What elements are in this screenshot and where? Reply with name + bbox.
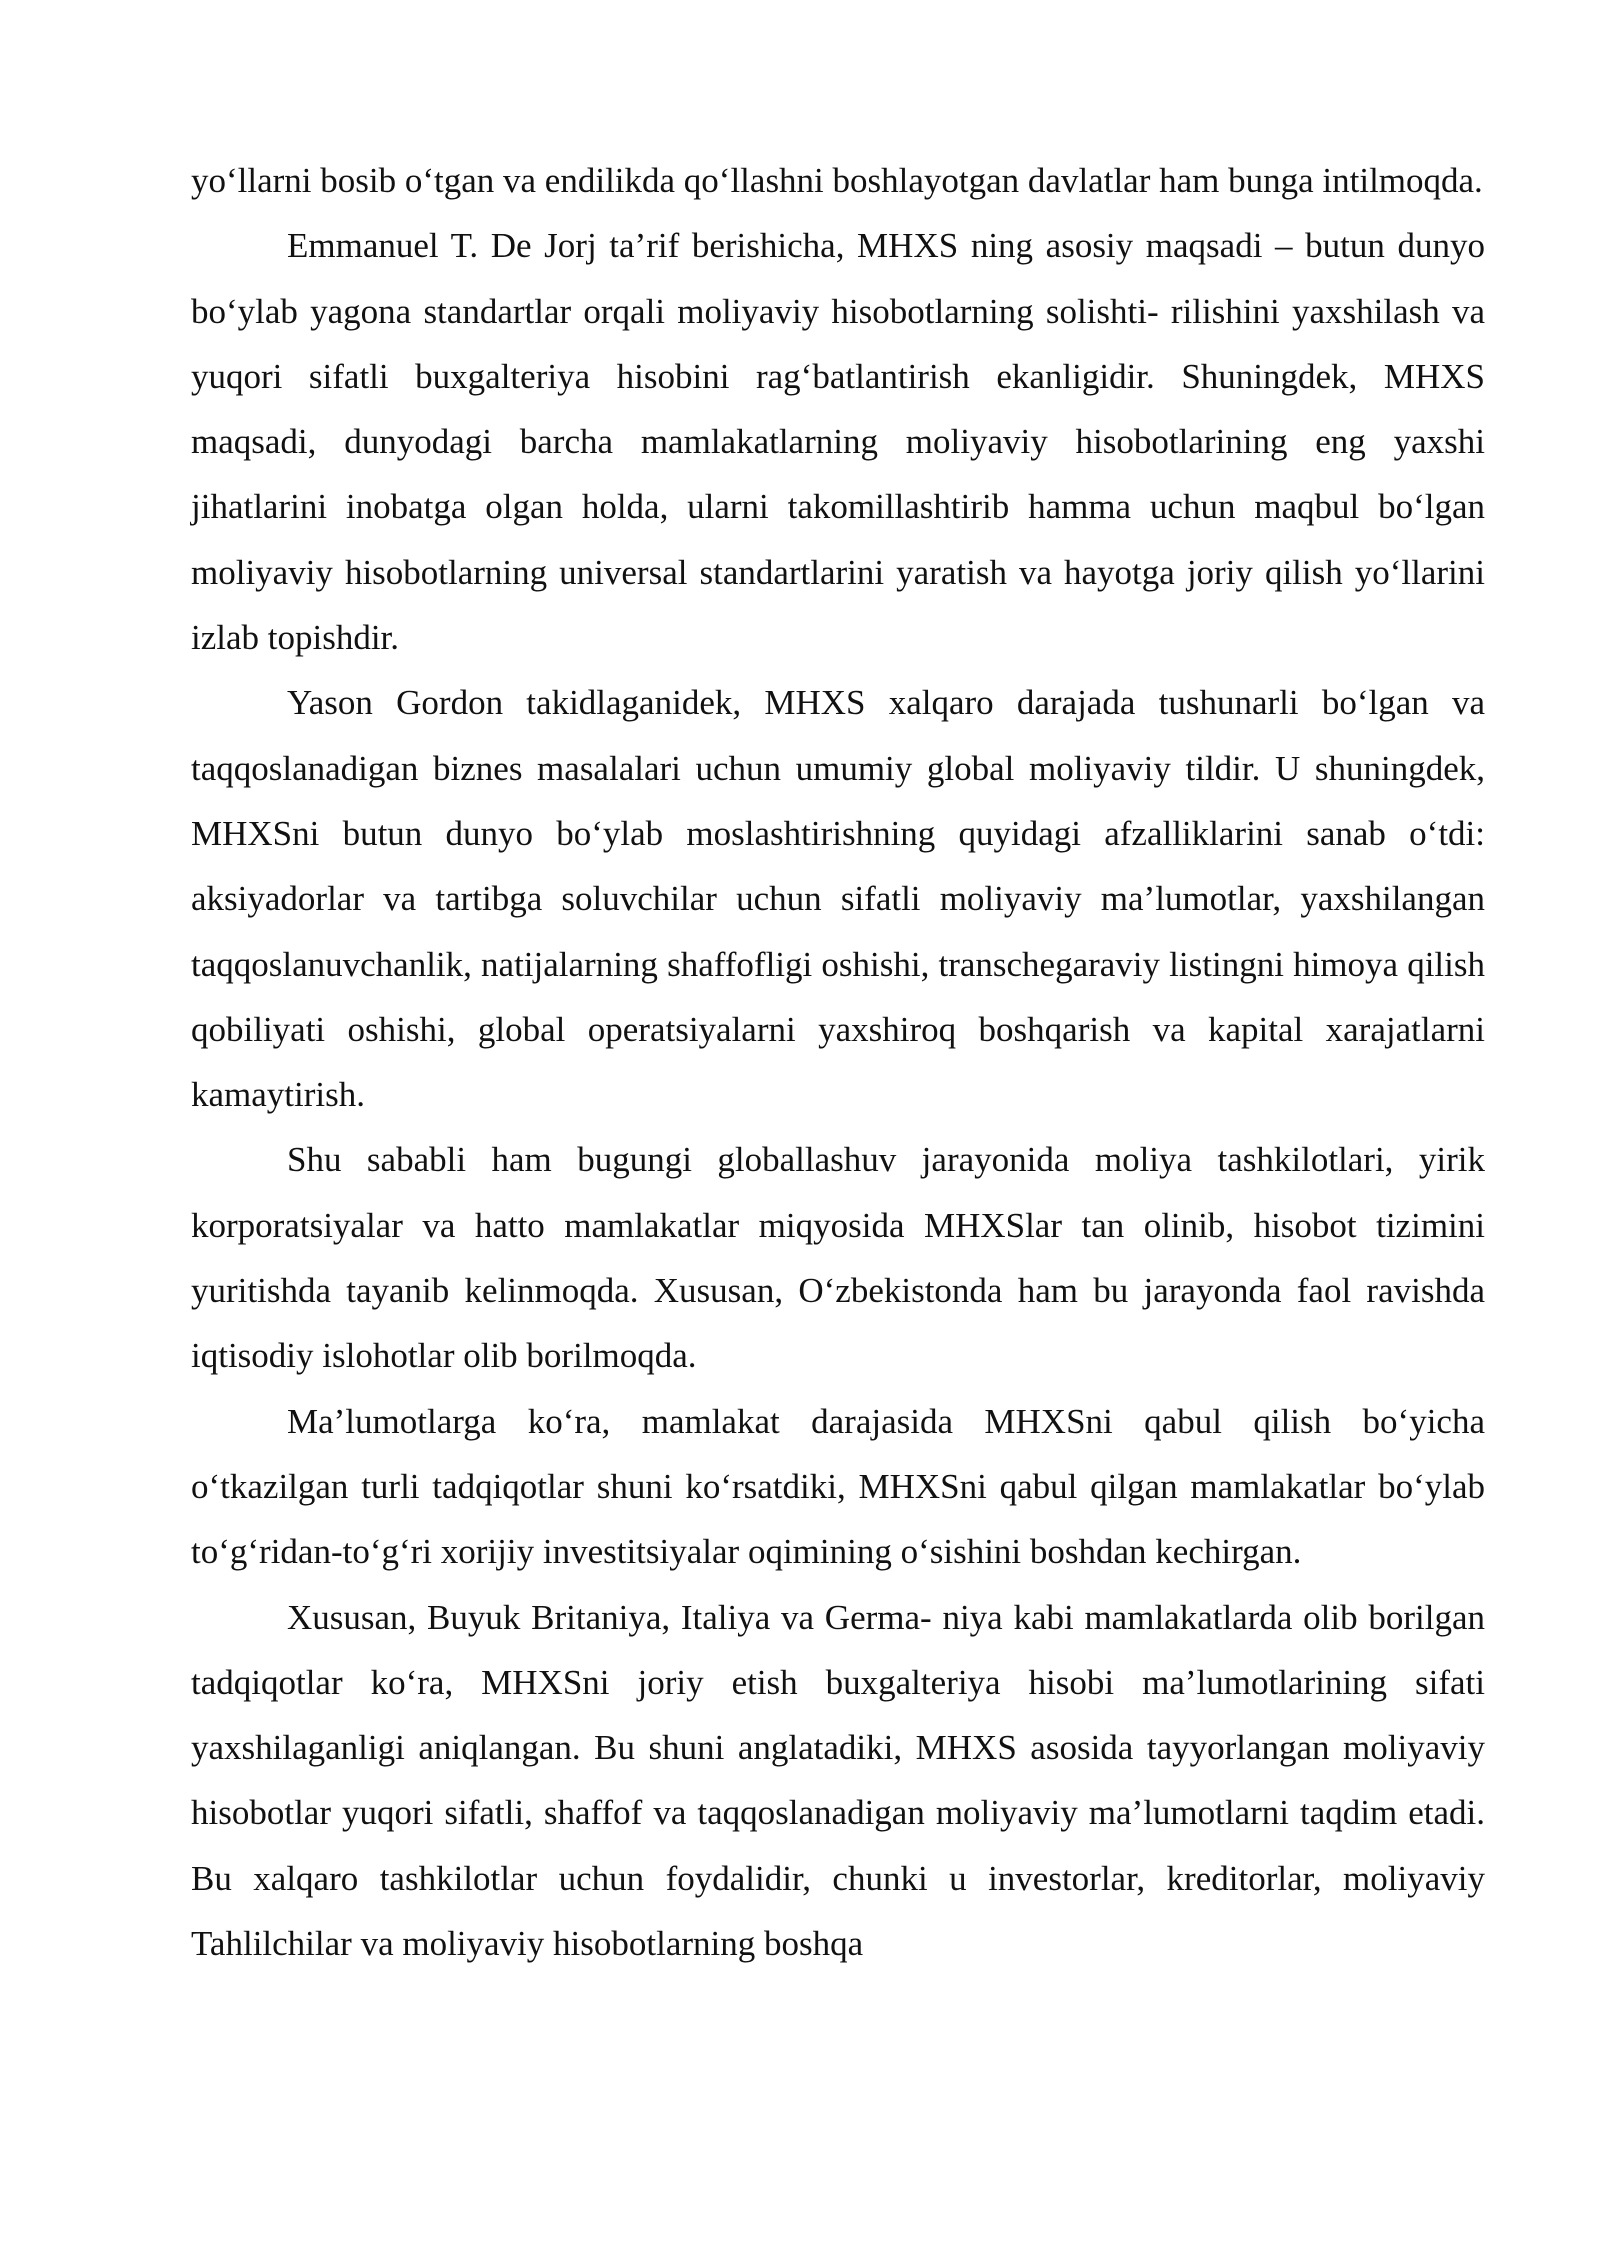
- paragraph-european-studies: Xususan, Buyuk Britaniya, Italiya va Germa- niya kabi mamlakatlarda olib borilgan tadqiqotlar ko‘ra, MHXSni joriy etish buxgalteriya hisobi ma’lumotlarining sifati yaxshilaganligi aniqlangan. Bu shuni anglatadiki, MHXS asosida tayyorlangan moliyaviy hisobotlar yuqori sifatli, shaffof va taqqoslanadigan moliyaviy ma’lumotlarni taqdim etadi. Bu xalqaro tashkilotlar uchun foydalidir, chunki u investorlar, kreditorlar, moliyaviy Tahlilchilar va moliyaviy hisobotlarning boshqa: [191, 1597, 1485, 1964]
- paragraph-yason-gordon: Yason Gordon takidlaganidek, MHXS xalqaro darajada tushunarli bo‘lgan va taqqoslanadigan biznes masalalari uchun umumiy global moliyaviy tildir. U shuningdek, MHXSni butun dunyo bo‘ylab moslashtirishning quyidagi afzalliklarini sanab o‘tdi: aksiyadorlar va tartibga soluvchilar uchun sifatli moliyaviy ma’lumotlar, yaxshilangan taqqoslanuvchanlik, natijalarning shaffofligi oshishi, transchegaraviy listingni himoya qilish qobiliyati oshishi, global operatsiyalarni yaxshiroq boshqarish va kapital xarajatlarni kamaytirish.: [191, 683, 1485, 1115]
- paragraph-emmanuel-de-jorj: Emmanuel T. De Jorj ta’rif berishicha, MHXS ning asosiy maqsadi – butun dunyo bo‘ylab yagona standartlar orqali moliyaviy hisobotlarning solishti- rilishini yaxshilash va yuqori sifatli buxgalteriya hisobini rag‘batlantirish ekanligidir. Shuningdek, MHXS maqsadi, dunyodagi barcha mamlakatlarning moliyaviy hisobotlarining eng yaxshi jihatlarini inobatga olgan holda, ularni takomillashtirib hamma uchun maqbul bo‘lgan moliyaviy hisobotlarning universal standartlarini yaratish va hayotga joriy qilish yo‘llarini izlab topishdir.: [191, 226, 1485, 658]
- paragraph-research-results: Ma’lumotlarga ko‘ra, mamlakat darajasida MHXSni qabul qilish bo‘yicha o‘tkazilgan turli tadqiqotlar shuni ko‘rsatdiki, MHXSni qabul qilgan mamlakatlar bo‘ylab to‘g‘ridan-to‘g‘ri xorijiy investitsiyalar oqimining o‘sishini boshdan kechirgan.: [191, 1401, 1485, 1572]
- paragraph-globalization: Shu sababli ham bugungi globallashuv jarayonida moliya tashkilotlari, yirik korporatsiyalar va hatto mamlakatlar miqyosida MHXSlar tan olinib, hisobot tizimini yuritishda tayanib kelinmoqda. Xususan, O‘zbekistonda ham bu jarayonda faol ravishda iqtisodiy islohotlar olib borilmoqda.: [191, 1140, 1485, 1376]
- paragraph-continuation: yo‘llarni bosib o‘tgan va endilikda qo‘llashni boshlayotgan davlatlar ham bunga intilmoqda.: [191, 161, 1483, 200]
- document-page: [191, 148, 1485, 1976]
